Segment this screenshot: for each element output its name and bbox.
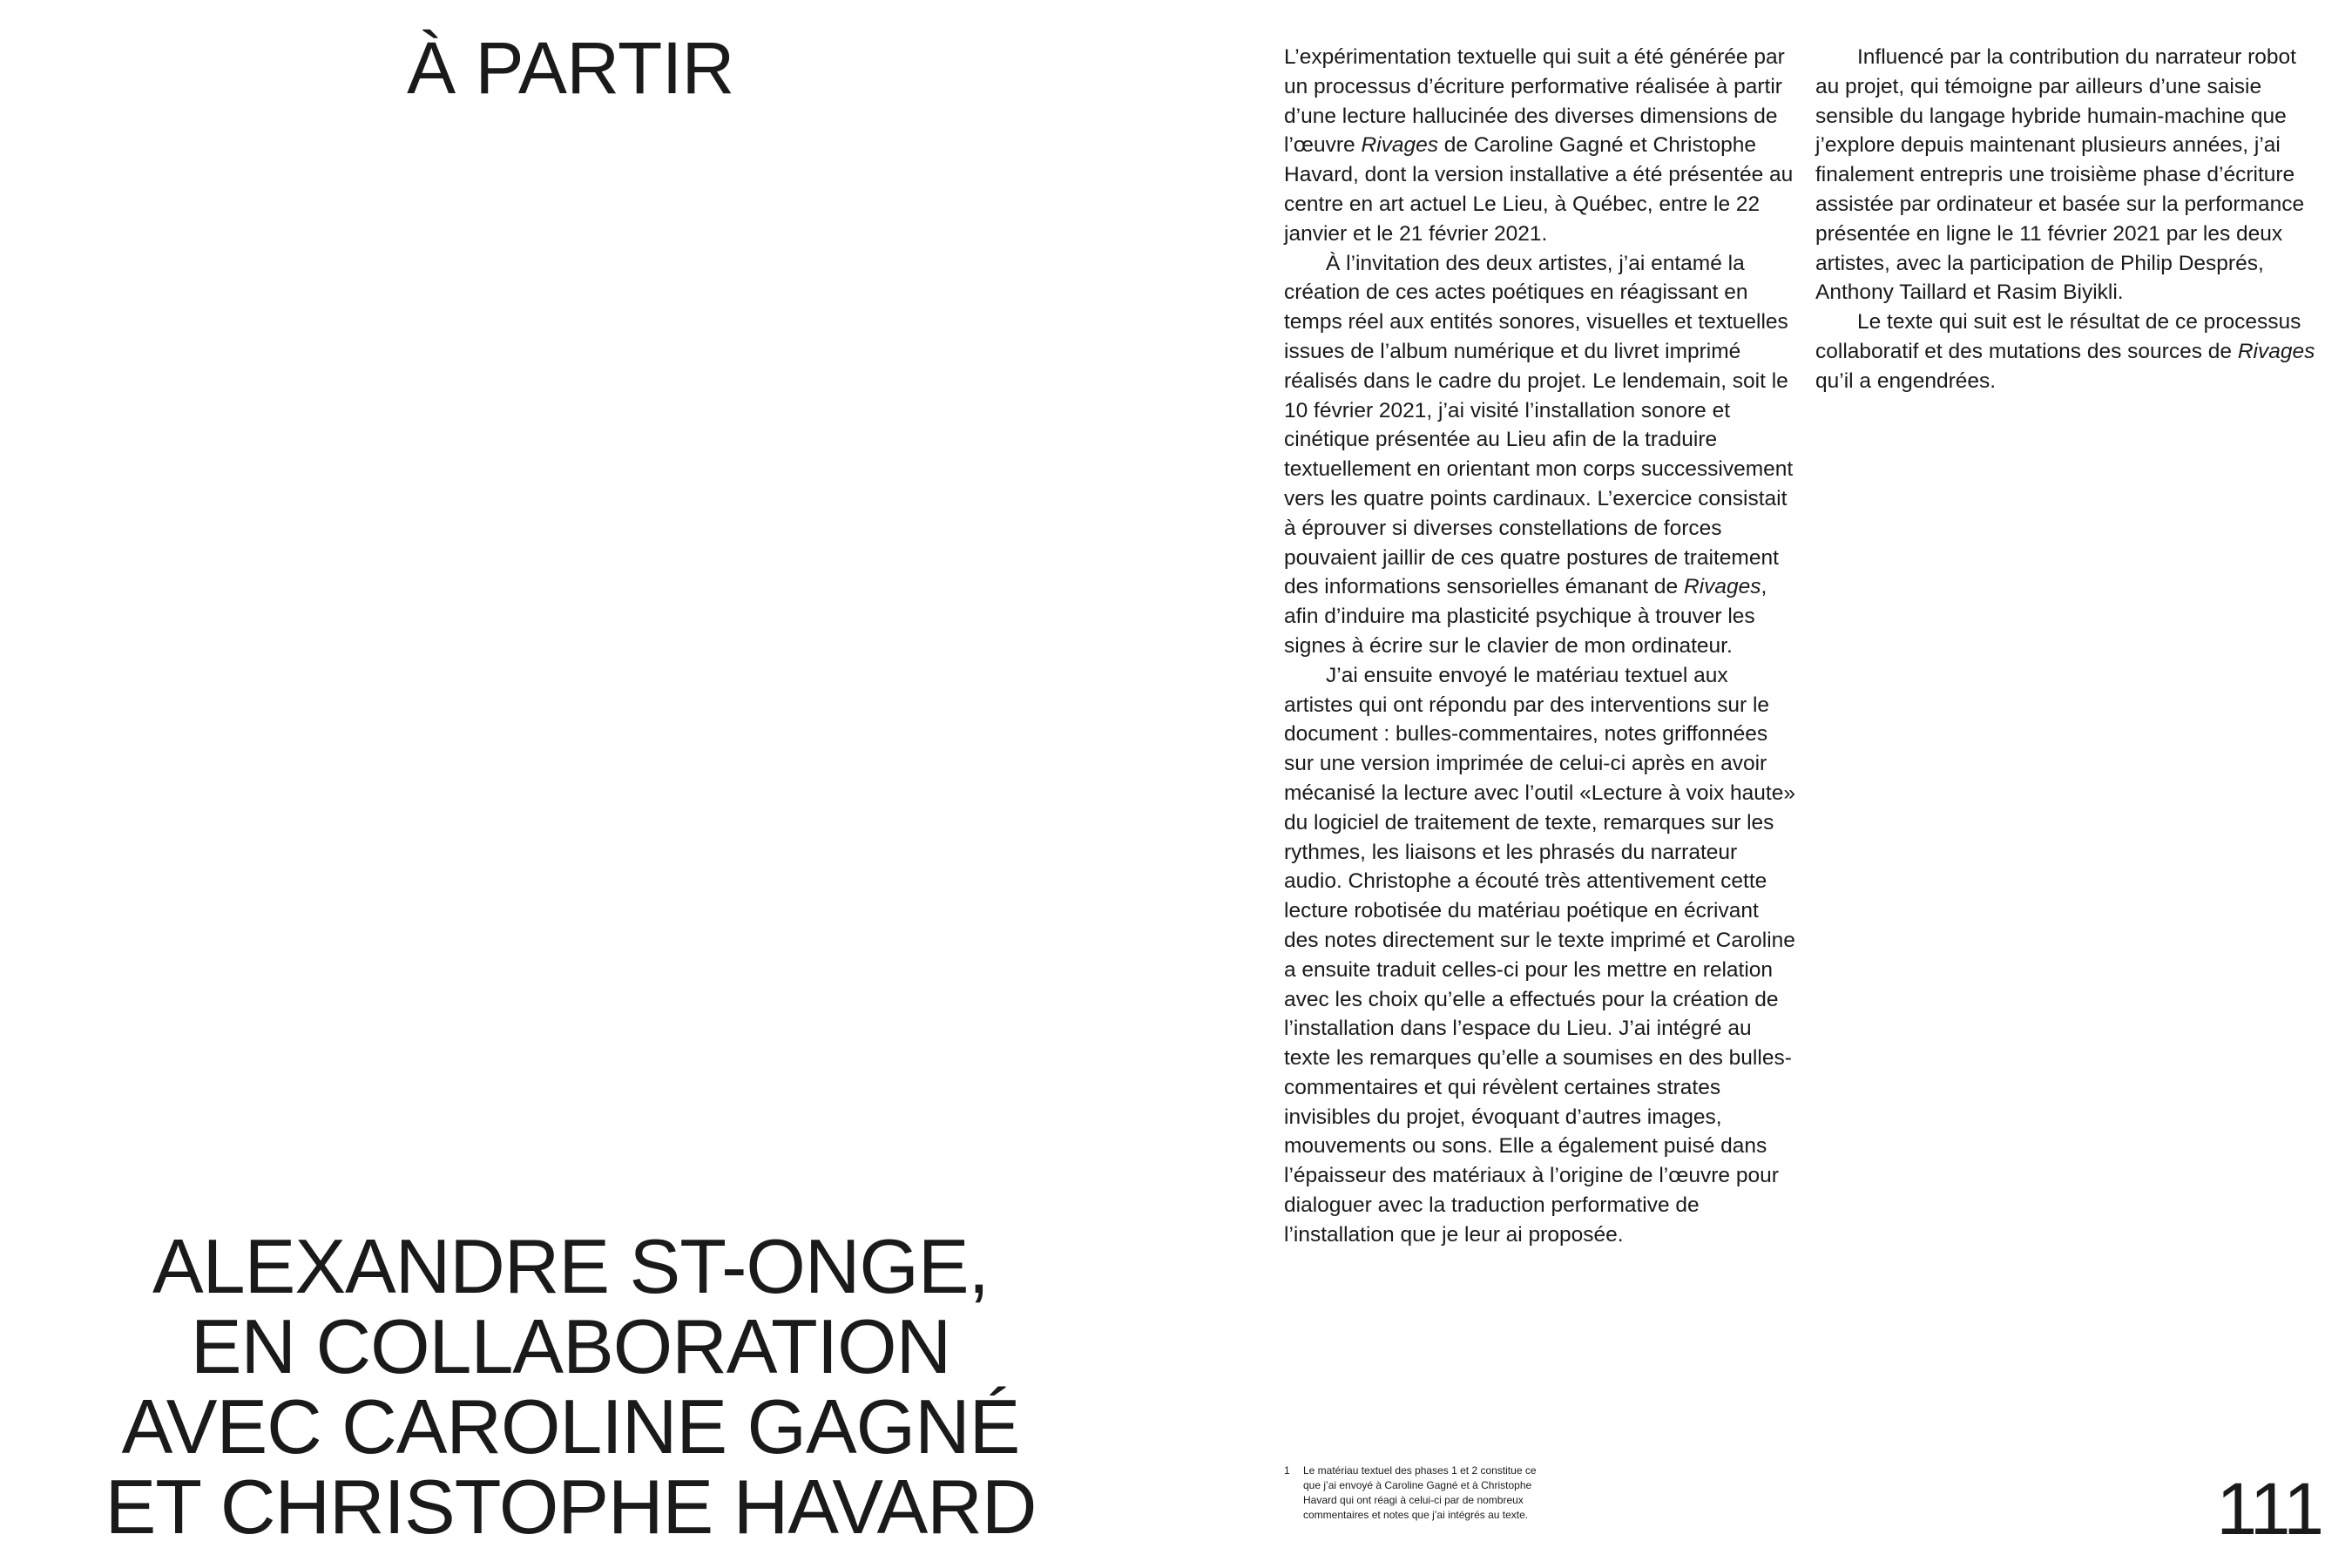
paragraph: J’ai ensuite envoyé le matériau textuel aux artistes qui ont répondu par des interventions sur le document : bulles-commentaires, notes griffonnées sur une version imprimée de celui-ci après en avoir mécanisé la lecture avec l’outil «Lecture à voix haute» du logiciel de traitement de texte, remarques sur les rythmes, les liaisons et les phrasés du narrateur audio. Christophe a écouté très attentivement cette lecture robotisée du matériau poétique en écrivant des notes directement sur le texte imprimé et Caroline a ensuite traduit celles-ci pour les mettre en relation avec les choix qu’elle a effectués pour la création de l’installation dans l’espace du Lieu. J’ai intégré au texte les remarques qu’elle a soumises en des bulles-commentaires et qui révèlent certaines strates invisibles du projet, évoquant d’autres images, mouvements ou sons. Elle a également puisé dans l’épaisseur des matériaux à l’origine de l’œuvre pour dialoguer avec la traduction performative de l’installation que je leur ai proposée. [1284,663,1795,1247]
paragraph: L’expérimentation textuelle qui suit a été générée par un processus d’écriture performative réalisée à partir d’une lecture hallucinée des diverses dimensions de l’œuvre Rivages de Caroline Gagné et Christophe Havard, dont la version installative a été présentée au centre en art actuel Le Lieu, à Québec, entre le 22 janvier et le 21 février 2021. [1284,45,1794,246]
work-title: Rivages [2237,339,2315,363]
author-line: ALEXANDRE ST-ONGE, [152,1223,989,1309]
work-title: Rivages [1683,575,1761,599]
paragraph: Le texte qui suit est le résultat de ce processus collaboratif et des mutations des sources de Rivages qu’il a engendrées. [1815,310,2315,393]
page-number: 111 [2216,1468,2322,1550]
footnote-number: 1 [1284,1464,1290,1477]
footnote [1284,1463,1554,1523]
section-title: À PARTIR [407,27,734,109]
work-title: Rivages [1361,133,1438,158]
paragraph: Influencé par la contribution du narrateur robot au projet, qui témoigne par ailleurs d’une saisie sensible du langage hybride humain-machine que j’explore depuis maintenant plusieurs années, j’ai finalement entrepris une troisième phase d’écriture assistée par ordinateur et basée sur la performance présentée en ligne le 11 février 2021 par les deux artistes, avec la participation de Philip Després, Anthony Taillard et Rasim Biyikli. [1815,45,2305,305]
author-line: AVEC CAROLINE GAGNÉ [121,1383,1020,1470]
paragraph: À l’invitation des deux artistes, j’ai entamé la création de ces actes poétiques en réagissant en temps réel aux entités sonores, visuelles et textuelles issues de l’album numérique et du livret imprimé réalisés dans le cadre du projet. Le lendemain, soit le 10 février 2021, j’ai visité l’installation sonore et cinétique présentée au Lieu afin de la traduire textuellement en orientant mon corps successivement vers les quatre points cardinaux. L’exercice consistait à éprouver si diverses constellations de forces pouvaient jaillir de ces quatre postures de traitement des informations sensorielles émanant de Rivages, afin d’induire ma plasticité psychique à trouver les signes à écrire sur le clavier de mon ordinateur. [1284,251,1794,658]
footnote-text: Le matériau textuel des phases 1 et 2 constitue ce que j’ai envoyé à Caroline Gagné et à Christophe Havard qui ont réagi à celui-ci par de nombreux commentaires et notes que j’ai intégrés au texte. [1303,1464,1537,1521]
body-column-2 [1815,43,2321,396]
author-credits [0,1223,1141,1550]
author-line: ET CHRISTOPHE HAVARD [105,1463,1037,1550]
author-line: EN COLLABORATION [190,1303,951,1389]
body-column-1 [1284,43,1798,1250]
